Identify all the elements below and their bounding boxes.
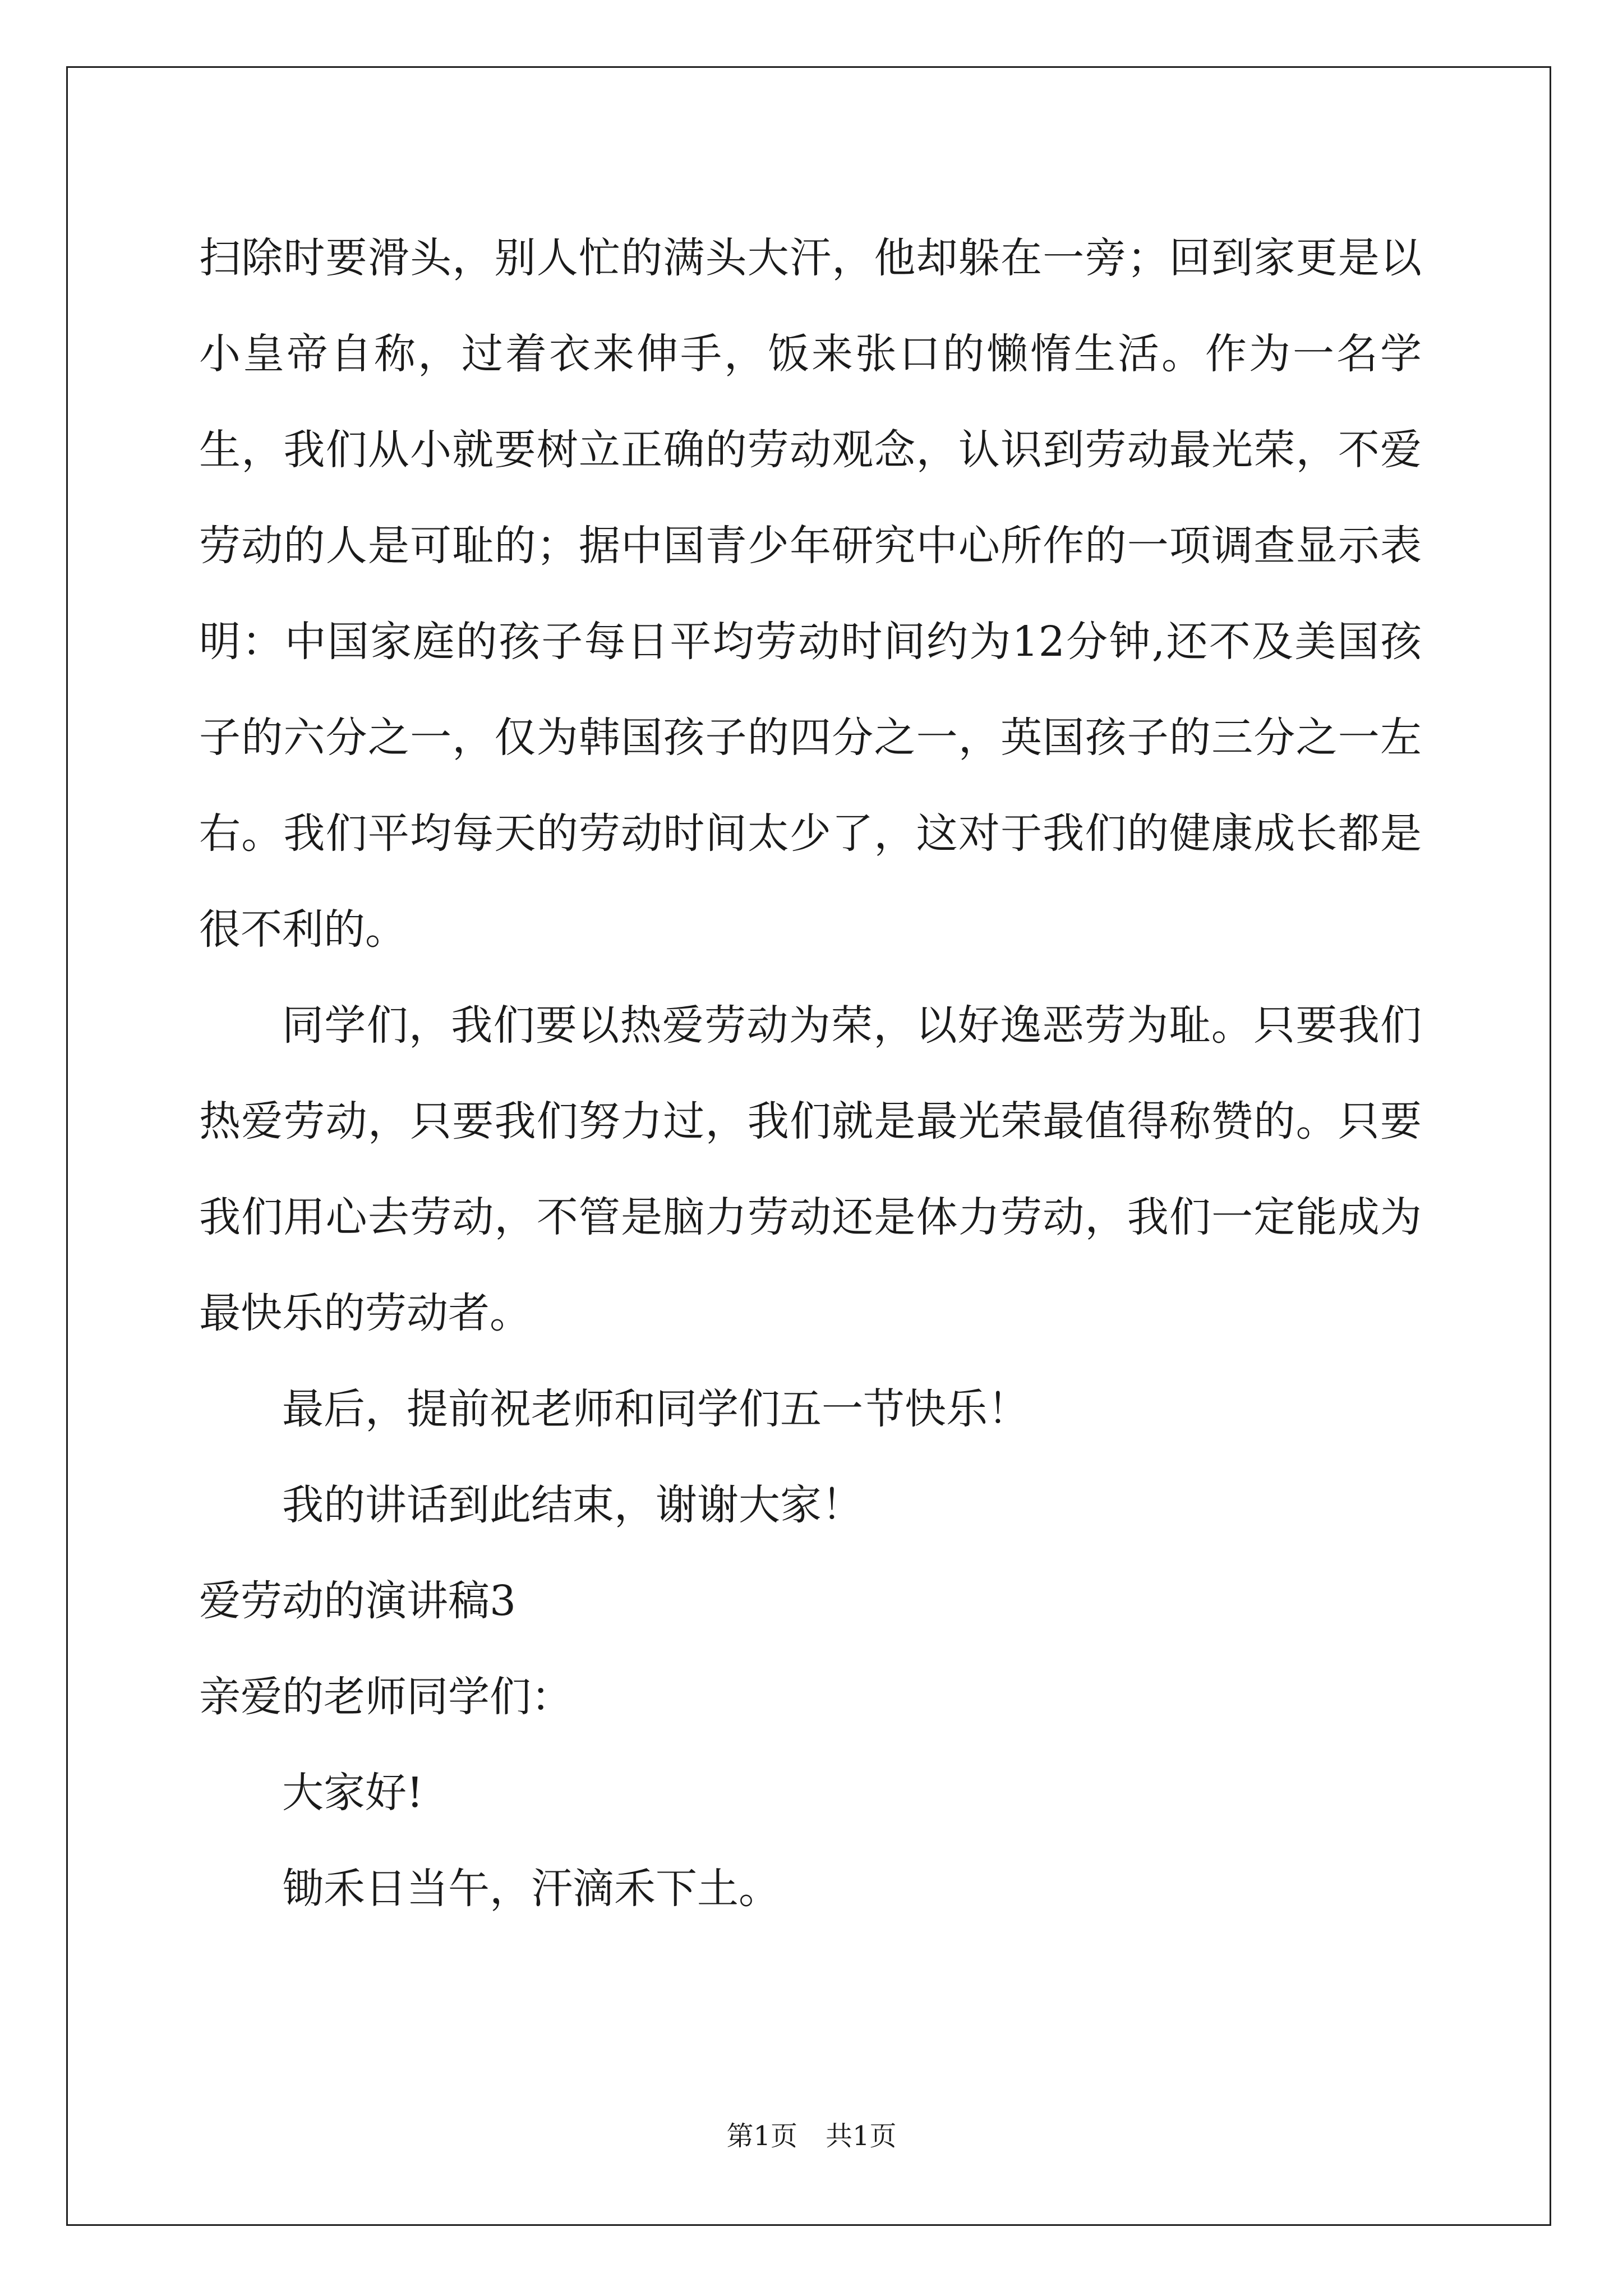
paragraph-4: 我的讲话到此结束，谢谢大家！: [282, 1481, 863, 1529]
poem-line: 锄禾日当午，汗滴禾下土。: [282, 1865, 780, 1913]
page-number-current: 第1页: [726, 2120, 797, 2152]
greeting: 大家好!: [282, 1769, 423, 1817]
paragraph-1: 扫除时要滑头，别人忙的满头大汗，他却躲在一旁；回到家更是以小皇帝自称，过着衣来伸手，饭来张口的懒惰生活。作为一名学生，我们从小就要树立正确的劳动观念，认识到劳动最光荣，不爱劳动的人是可耻的；据中国青少年研究中心所作的一项调查显示表明：中国家庭的孩子每日平均劳动时间约为12分钟,还不及美国孩子的六分之一，仅为韩国孩子的四分之一，英国孩子的三分之一左右。我们平均每天的劳动时间太少了，这对于我们的健康成长都是很不利的。: [199, 234, 1422, 954]
section-heading: 爱劳动的演讲稿3: [199, 1577, 517, 1625]
paragraph-2: 同学们，我们要以热爱劳动为荣，以好逸恶劳为耻。只要我们热爱劳动，只要我们努力过，我们就是最光荣最值得称赞的。只要我们用心去劳动，不管是脑力劳动还是体力劳动，我们一定能成为最快乐的劳动者。: [199, 1001, 1422, 1337]
salutation: 亲爱的老师同学们：: [199, 1673, 573, 1721]
document-body: [199, 210, 1422, 1937]
paragraph-3: 最后，提前祝老师和同学们五一节快乐！: [282, 1385, 1029, 1433]
page-number-total: 共1页: [826, 2120, 897, 2152]
page-footer: [0, 2119, 1623, 2153]
